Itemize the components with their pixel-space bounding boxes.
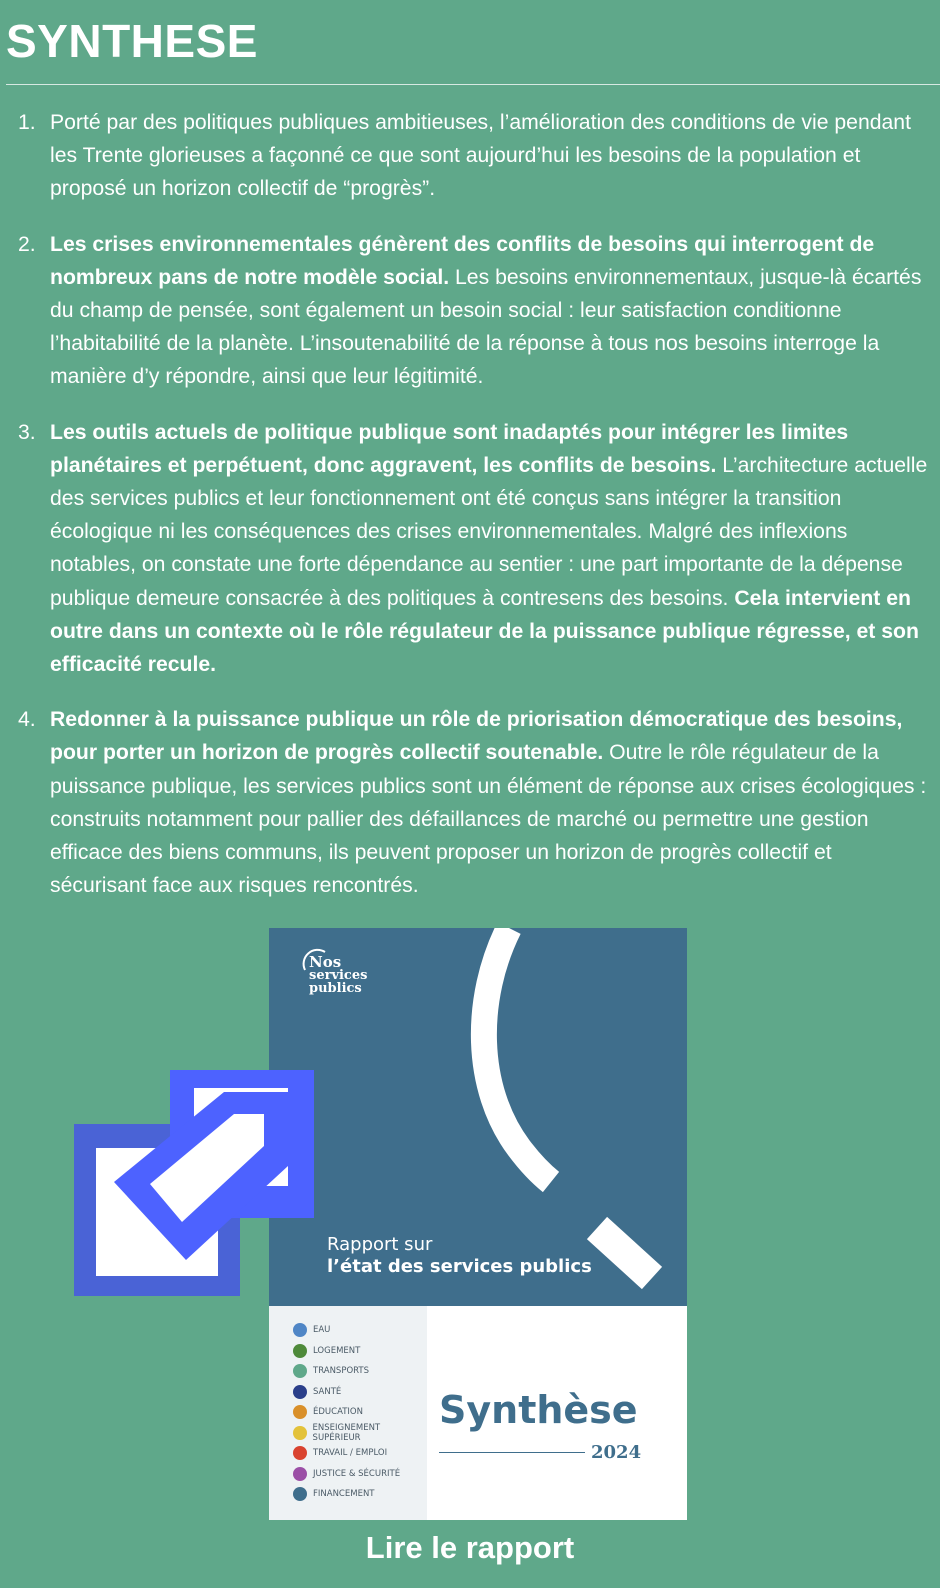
list-item [0, 106, 935, 206]
item-text: L’architecture actuelle des services publics et leur fonctionnement ont été conçus sans intégrer la transition écologique ni les conséquences des crises environnementales. Malgré des inflexions notables, on constate une forte dépendance au sentier : une part importante de la dépense publique demeure consacrée à des politiques à contresens des besoins. [50, 453, 928, 610]
item-lead: Redonner à la puissance publique un rôle de priorisation démocratique des besoins, pour porter un horizon de progrès collectif soutenable. [50, 708, 903, 765]
theme-label: ÉDUCATION [313, 1407, 363, 1418]
theme-dot-icon [293, 1467, 307, 1481]
cover-synthesis-title: Synthèse [439, 1388, 638, 1432]
cover-top-panel [269, 928, 687, 1306]
theme-item [293, 1402, 427, 1423]
theme-dot-icon [293, 1344, 307, 1358]
page-title: SYNTHESE [6, 15, 258, 67]
theme-item [293, 1484, 427, 1505]
item-number: 1. [18, 111, 36, 134]
theme-label: SANTÉ [313, 1386, 342, 1397]
theme-item [293, 1423, 427, 1444]
theme-dot-icon [293, 1405, 307, 1419]
theme-dot-icon [293, 1446, 307, 1460]
read-report-link[interactable]: Lire le rapport [365, 1530, 575, 1565]
item-text: Les besoins environnementaux, jusque-là écartés du champ de pensée, sont également un besoin social : leur satisfaction conditionne l’habitabilité de la planète. L’insoutenabilité de la réponse à tous nos besoins interroge la manière d’y répondre, ainsi que leur légitimité. [50, 265, 922, 389]
list-item [0, 703, 935, 902]
synthesis-list [0, 106, 935, 924]
item-number: 3. [18, 420, 36, 444]
theme-label: FINANCEMENT [313, 1489, 375, 1500]
theme-list [293, 1320, 427, 1505]
theme-item [293, 1320, 427, 1341]
theme-label: TRANSPORTS [313, 1366, 370, 1377]
theme-item [293, 1341, 427, 1362]
item-tail: Cela intervient en outre dans un contexte où le rôle régulateur de la puissance publique régresse, et son efficacité recule. [50, 586, 919, 677]
list-item [0, 416, 935, 682]
theme-dot-icon [293, 1487, 307, 1501]
list-item [0, 228, 935, 394]
theme-column [269, 1306, 427, 1520]
cover-year: 2024 [591, 1442, 642, 1463]
theme-label: ENSEIGNEMENT SUPÉRIEUR [312, 1422, 381, 1443]
theme-item [293, 1361, 427, 1382]
item-text: Outre le rôle régulateur de la puissance publique, les services publics sont un élément de réponse aux crises écologiques : construits notamment pour pallier des défaillances de marché ou permettre une gestion efficace des biens communs, ils peuvent proposer un horizon de progrès collectif et sécurisant face aux risques rencontrés. [50, 741, 927, 898]
theme-dot-icon [293, 1364, 307, 1378]
item-number: 2. [18, 232, 36, 256]
theme-dot-icon [293, 1426, 307, 1440]
theme-label: TRAVAIL / EMPLOI [313, 1448, 388, 1459]
theme-item [293, 1382, 427, 1403]
theme-dot-icon [293, 1323, 307, 1337]
item-lead: Les crises environnementales génèrent des conflits de besoins qui interrogent de nombreux pans de notre modèle social. [50, 232, 875, 289]
report-cover-link[interactable] [269, 928, 687, 1520]
title-divider [6, 84, 940, 85]
theme-dot-icon [293, 1385, 307, 1399]
theme-item [293, 1443, 427, 1464]
item-text: Porté par des politiques publiques ambitieuses, l’amélioration des conditions de vie pendant les Trente glorieuses a façonné ce que sont aujourd’hui les besoins de la population et proposé un horizon collectif de “progrès”. [50, 111, 911, 201]
theme-label: JUSTICE & SÉCURITÉ [313, 1468, 401, 1479]
cover-report-title: Rapport sur l’état des services publics [327, 1234, 592, 1277]
nos-services-publics-logo: Nos services publics [309, 953, 368, 996]
item-lead: Les outils actuels de politique publique sont inadaptés pour intégrer les limites planétaires et perpétuent, donc aggravent, les conflits de besoins. [50, 420, 849, 477]
theme-label: LOGEMENT [313, 1345, 361, 1356]
item-number: 4. [18, 708, 36, 732]
external-link-icon[interactable] [74, 1070, 314, 1314]
year-divider [439, 1452, 585, 1453]
cover-bottom-panel [269, 1306, 687, 1520]
theme-item [293, 1464, 427, 1485]
theme-label: EAU [313, 1325, 331, 1336]
